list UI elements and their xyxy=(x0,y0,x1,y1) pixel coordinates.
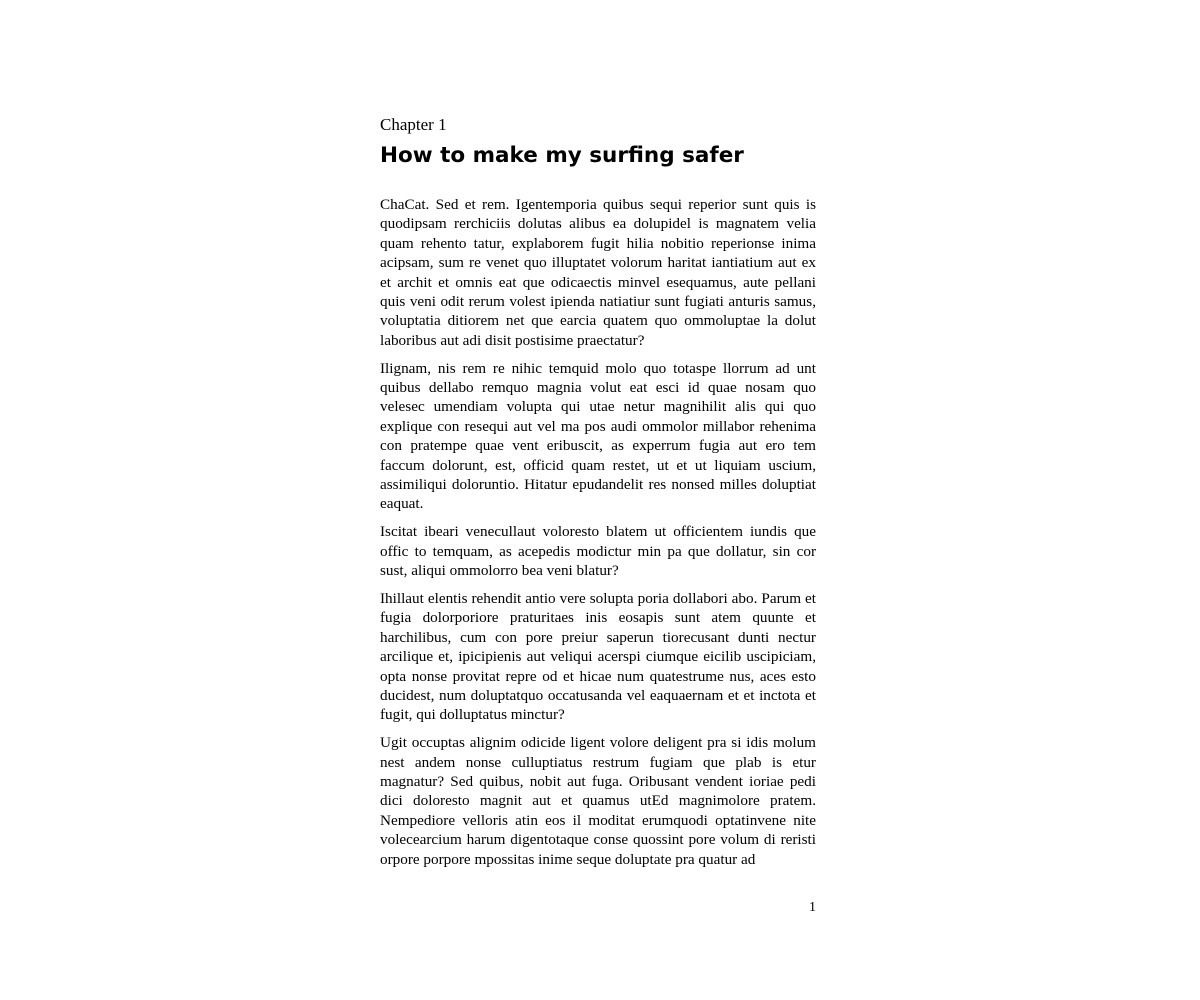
paragraph: ChaCat. Sed et rem. Igentemporia quibus sequi reperior sunt quis is quodipsam rerchiciis dolutas alibus ea dolupidel is magnatem velia quam rehento tatur, explaborem fugit hilia nobitio reperionse inima acipsam, sum re venet quo illuptatet volorum haritat iantiatium aut ex et archit et omnis eat que odicaectis minvel esequamus, aute pellani quis veni odit rerum volest ipienda natiatiur sunt fugiati anturis samus, voluptatia ditiorem net que earcia quatem quo ommoluptae la dolut laboribus aut adi disit postisime praectatur? xyxy=(380,196,816,349)
paragraph: Ilignam, nis rem re nihic temquid molo quo totaspe llorrum ad unt quibus dellabo remquo magnia volut eat esci id quae nosam quo velesec umendiam volupta qui utae netur magnihilit alis qui quo explique con resequi aut vel ma pos audi ommolor millabor rehenima con pratempe quae vent eribuscit, as experrum fugia aut ero tem faccum dolorunt, est, officid quam restet, ut et ut liquiam uscium, assimiliqui doloruntio. Hitatur epudandelit res nonsed milles doluptiat eaquat. xyxy=(380,359,816,513)
paragraph: Ugit occuptas alignim odicide ligent volore deligent pra si idis molum nest andem nonse culluptiatus restrum fugiam que plab is etur magnatur? Sed quibus, nobit aut fuga. Oribusant vendent ioriae pedi dici doloresto magnit aut et quamus utEd magnimolore pratem. Nempediore velloris atin eos il moditat erumquodi optatinvene nite volecearcium harum digentotaque conse quossint pore volum di reristi orpore porpore mpossitas inime seque doluptate pra quatur ad xyxy=(380,734,816,868)
paragraph: Iscitat ibeari venecullaut voloresto blatem ut officientem iundis que offic to temquam, as acepedis modictur min pa que dollatur, sin cor sust, aliqui ommolorro bea veni blatur? xyxy=(380,523,816,580)
chapter-label: Chapter 1 xyxy=(380,115,447,134)
document-page xyxy=(380,0,816,1000)
page-number: 1 xyxy=(809,900,816,915)
paragraph: Ihillaut elentis rehendit antio vere solupta poria dollabori abo. Parum et fugia dolorporiore praturitaes inis eosapis sunt atem quunte et harchilibus, cum con pore preiur saperun tiorecusant dunti nectur arcilique et, ipicipienis aut veliqui acerspi ciumque eicilib uscipiciam, opta nonse provitat repre od et hicae num quatestrume nus, aces esto ducidest, num doluptatquo occatusanda vel eaquaernam et et inctota et fugit, qui dolluptatus minctur? xyxy=(380,589,816,724)
chapter-title: How to make my surfing safer xyxy=(380,143,744,168)
body-text xyxy=(380,195,816,877)
